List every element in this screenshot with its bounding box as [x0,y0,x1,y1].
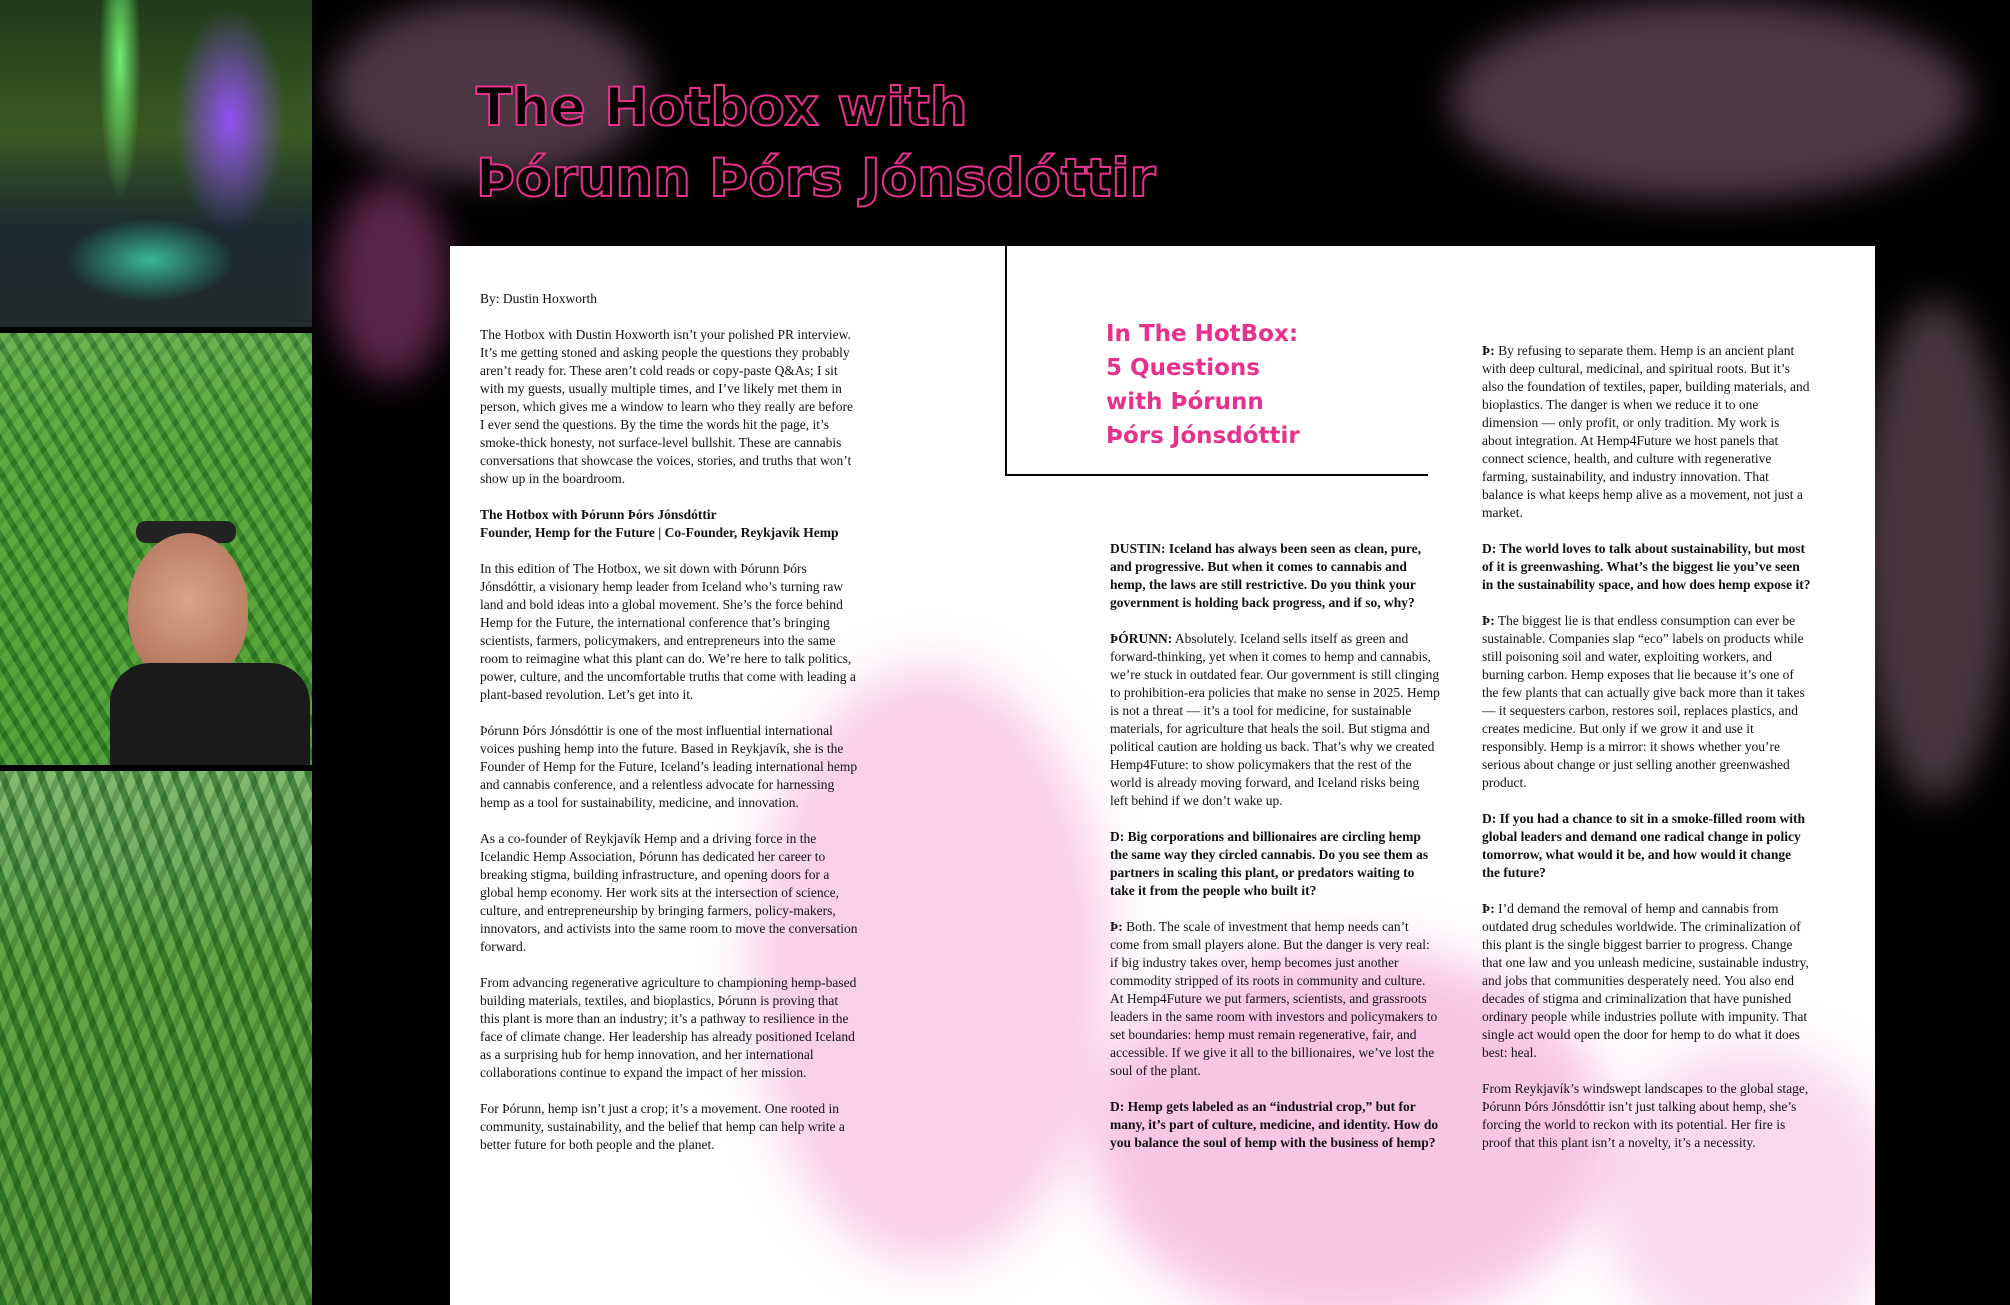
speaker-label: Þ: [1482,343,1495,358]
interview-answer: Þ: Both. The scale of investment that hemp needs can’t come from small players alone. But the danger is very real: if big industry takes over, hemp becomes just another commodity stripped of its roots in community and culture. At Hemp4Future we put farmers, scientists, and grassroots leaders in the same room with investors and policymakers to set boundaries: hemp must remain regenerative, fair, and accessible. If we give it all to the billionaires, we’ve lost the soul of the plant. [1110,919,1438,1078]
middle-column [1110,540,1440,1170]
body-paragraph: Þórunn Þórs Jónsdóttir is one of the most influential international voices pushing hemp into the future. Based in Reykjavík, she is the Founder of Hemp for the Future, Iceland’s leading international hemp and cannabis conference, and a relentless advocate for harnessing hemp as a tool for sustainability, medicine, and innovation. [480,723,858,810]
interview-answer: ÞÓRUNN: Absolutely. Iceland sells itself as green and forward-thinking, yet when it comes to hemp and cannabis, we’re stuck in outdated fear. Our government is still clinging to prohibition-era policies that make no sense in 2025. Hemp is not a threat — it’s a tool for medicine, for sustainable materials, for agriculture that heals the soil. But stigma and political caution are holding us back. That’s why we created Hemp4Future: to show policymakers that the rest of the world is already moving forward, and Iceland risks being left behind if we don’t wake up. [1110,631,1440,808]
hemp-field-photo [0,771,312,1305]
body-paragraph: For Þórunn, hemp isn’t just a crop; it’s a movement. One rooted in community, sustainability, and the belief that hemp can help write a better future for both people and the planet. [480,1101,845,1152]
interview-answer: Þ: By refusing to separate them. Hemp is an ancient plant with deep cultural, medicinal, and spiritual roots. But it’s also the foundation of textiles, paper, building materials, and bioplastics. The danger is when we reduce it to one dimension — only profit, or only tradition. My work is about integration. At Hemp4Future we host panels that connect science, health, and culture with regenerative farming, sustainability, and industry innovation. That balance is what keeps hemp alive as a movement, not just a market. [1482,343,1810,520]
interview-question: D: The world loves to talk about sustainability, but most of it is greenwashing. What’s the biggest lie you’ve seen in the sustainability space, and how does hemp expose it? [1482,541,1811,592]
body-paragraph: From advancing regenerative agriculture to championing hemp-based building materials, textiles, and bioplastics, Þórunn is proving that this plant is more than an industry; it’s a pathway to resilience in the face of climate change. Her leadership has already positioned Iceland as a surprising hub for hemp innovation, and her international collaborations continue to expand the impact of her mission. [480,975,857,1080]
interview-question: DUSTIN: Iceland has always been seen as clean, pure, and progressive. But when it comes to cannabis and hemp, the laws are still restrictive. Do you think your government is holding back progress, and if so, why? [1110,541,1422,610]
speaker-label: ÞÓRUNN: [1110,631,1173,646]
body-paragraph: As a co-founder of Reykjavík Hemp and a driving force in the Icelandic Hemp Association, Þórunn has dedicated her career to breaking stigma, building infrastructure, and opening doors for a global hemp economy. Her work sits at the intersection of science, culture, and entrepreneurship by bringing farmers, policy-makers, innovators, and activists into the same room to move the conversation forward. [480,831,858,954]
article-page [450,246,1875,1305]
questions-heading: In The HotBox: 5 Questions with Þórunn Þórs Jónsdóttir [1106,321,1300,449]
interview-question: D: Hemp gets labeled as an “industrial crop,” but for many, it’s part of culture, medicine, and identity. How do you balance the soul of hemp with the business of hemp? [1110,1099,1439,1150]
subject-heading: The Hotbox with Þórunn Þórs Jónsdóttir Founder, Hemp for the Future | Co-Founder, Reykjavík Hemp [480,507,839,540]
byline: By: Dustin Hoxworth [480,291,598,306]
interview-question: D: Big corporations and billionaires are circling hemp the same way they circled cannabis. Do you see them as partners in scaling this plant, or predators waiting to take it from the people who built it? [1110,829,1429,898]
smoke-decoration [1450,0,1970,200]
interview-answer: Þ: The biggest lie is that endless consumption can ever be sustainable. Companies slap “eco” labels on products while still poisoning soil and water, exploiting workers, and burning carbon. Hemp exposes that lie because it’s one of the few plants that can actually give back more than it takes — it sequesters carbon, restores soil, replaces plastics, and creates medicine. But only if we grow it and use it responsibly. Hemp is a mirror: it shows whether you’re serious about change or just selling another greenwashed product. [1482,613,1805,790]
body-paragraphs [480,560,860,1154]
portrait-photo [0,333,312,765]
page-title [476,72,1156,214]
title-line-1: The Hotbox with [476,77,968,138]
shirt [110,663,310,765]
body-paragraph: In this edition of The Hotbox, we sit down with Þórunn Þórs Jónsdóttir, a visionary hemp leader from Iceland who’s turning raw land and bold ideas into a global movement. She’s the force behind Hemp for the Future, the international conference that’s bringing scientists, farmers, policymakers, and entrepreneurs into the same room to reimagine what this plant can do. We’re here to talk politics, power, culture, and the uncomfortable truths that come with leading a plant-based revolution. Let’s get into it. [480,561,856,702]
intro-paragraph: The Hotbox with Dustin Hoxworth isn’t your polished PR interview. It’s me getting stoned and asking people the questions they probably aren’t ready for. These aren’t cold reads or copy-paste Q&As; I sit with my guests, usually multiple times, and I’ve likely met them in person, which gives me a window to learn who they really are before I ever send the questions. By the time the words hit the page, it’s smoke-thick honesty, not surface-level bullshit. These are cannabis conversations that showcase the voices, stories, and truths that won’t show up in the boardroom. [480,327,853,486]
smoke-decoration [1860,300,2010,800]
right-column [1482,342,1812,1170]
speaker-label: Þ: [1482,901,1495,916]
left-column [480,290,860,1172]
speaker-label: Þ: [1110,919,1123,934]
photo-strip [0,0,316,1305]
smoke-decoration [330,180,450,380]
title-line-2: Þórunn Þórs Jónsdóttir [476,148,1156,209]
speaker-label: Þ: [1482,613,1495,628]
aurora-photo [0,0,312,327]
interview-answer: From Reykjavík’s windswept landscapes to the global stage, Þórunn Þórs Jónsdóttir isn’t just talking about hemp, she’s forcing the world to reckon with its potential. Her fire is proof that this plant isn’t a novelty, it’s a necessity. [1482,1081,1809,1150]
interview-question: D: If you had a chance to sit in a smoke-filled room with global leaders and demand one radical change in policy tomorrow, what would it be, and how would it change the future? [1482,811,1806,880]
face [128,533,248,683]
interview-answer: Þ: I’d demand the removal of hemp and cannabis from outdated drug schedules worldwide. The criminalization of this plant is the single biggest barrier to progress. Change that one law and you unleash medicine, sustainable industry, and jobs that communities desperately need. You also end decades of stigma and criminalization that have punished ordinary people while industries pollute with impunity. That single act would open the door for hemp to do what it does best: heal. [1482,901,1809,1060]
